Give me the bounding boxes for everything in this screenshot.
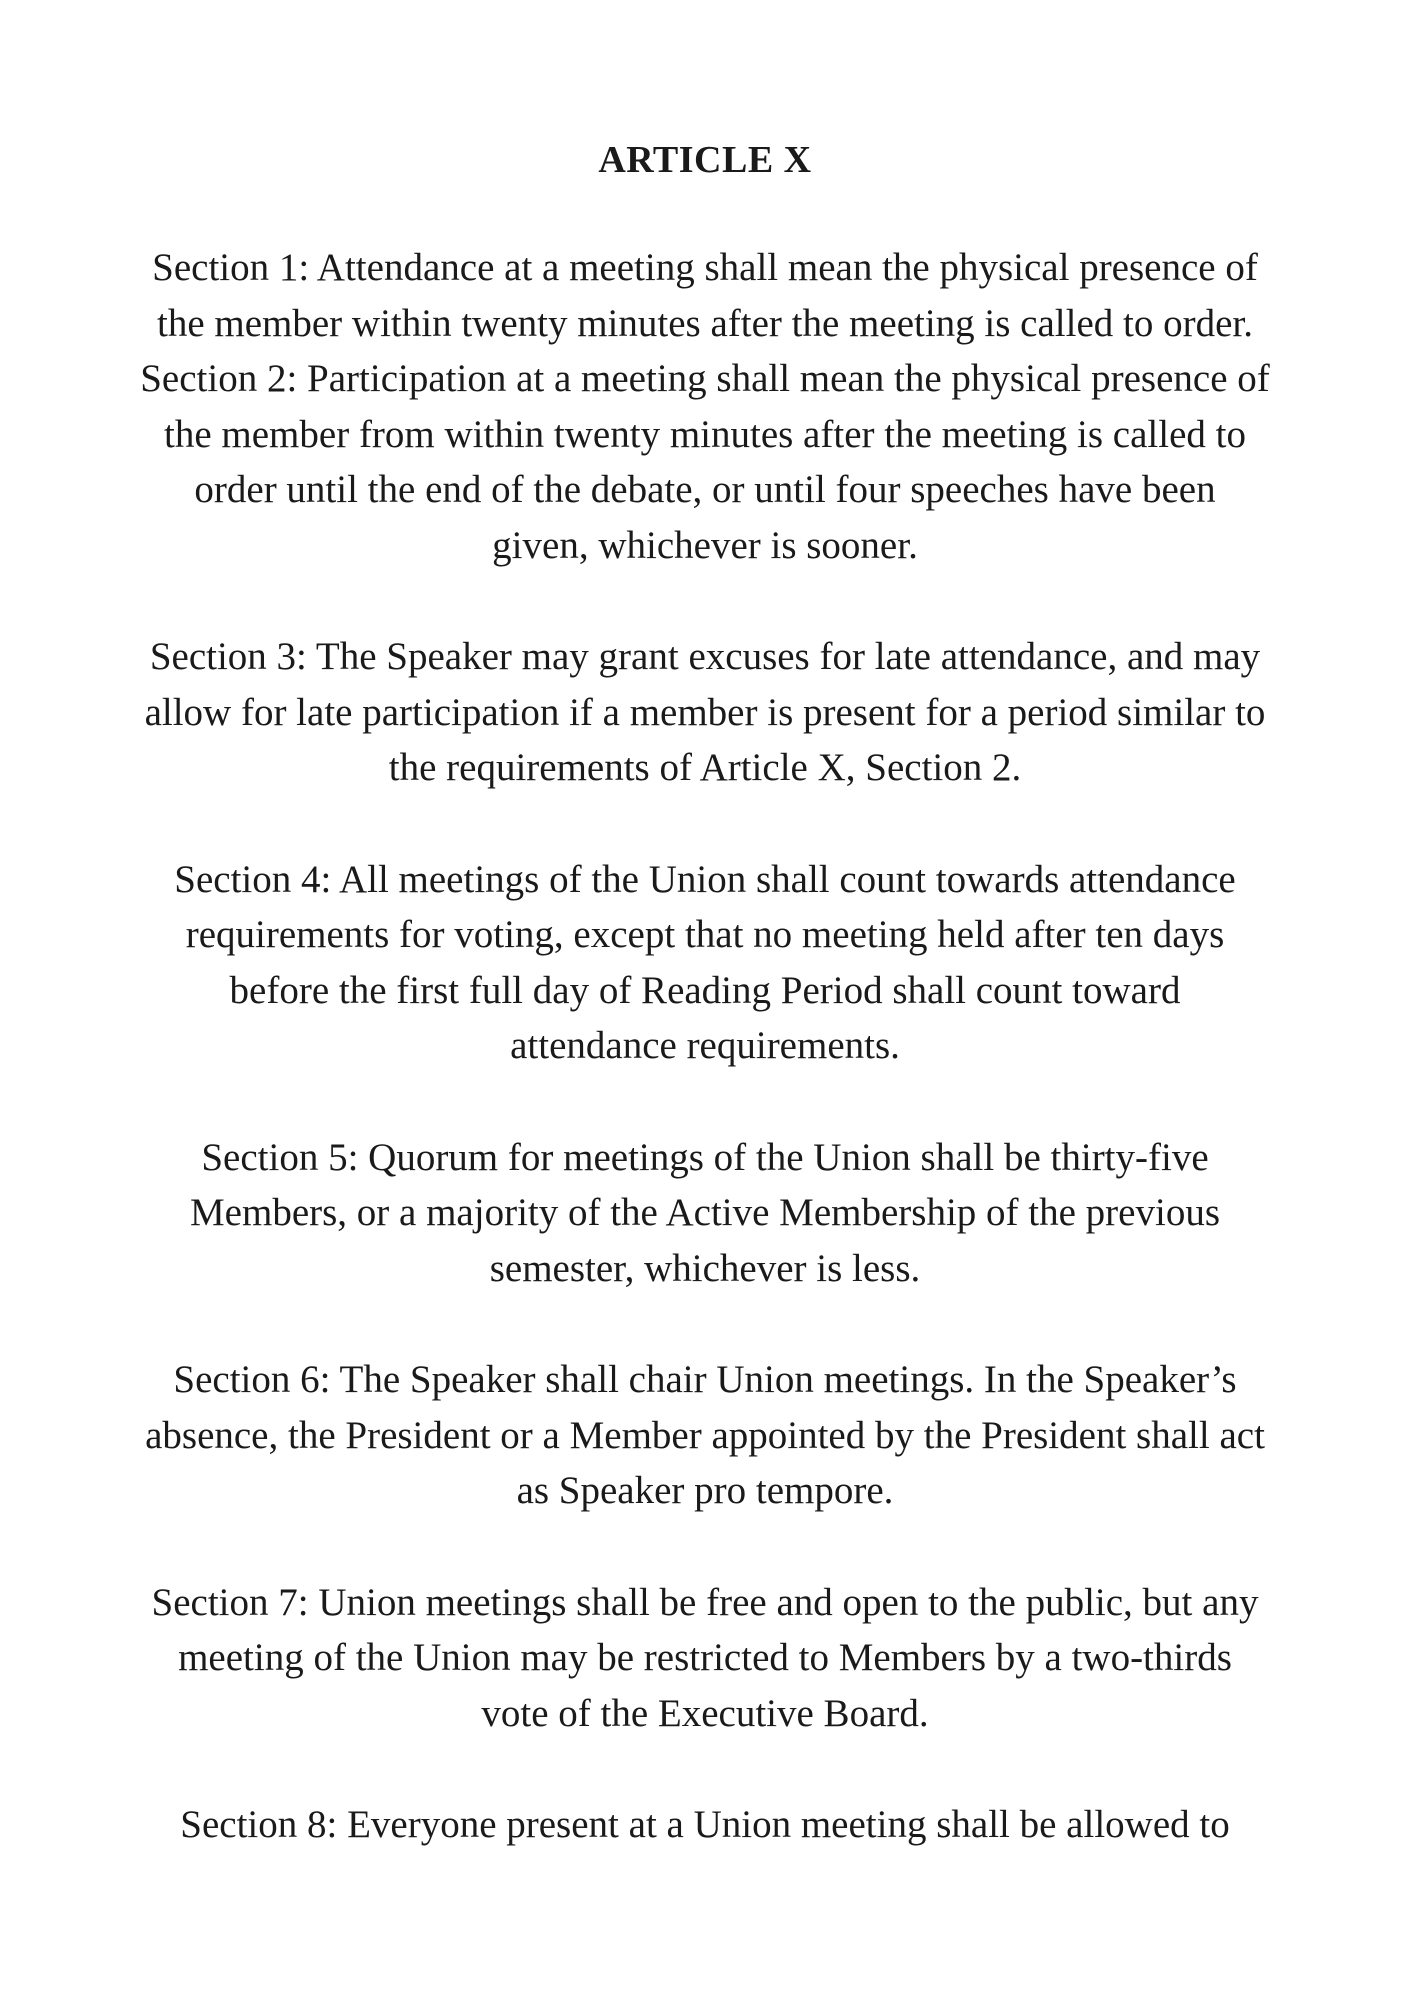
paragraph-gap [90, 1741, 1320, 1797]
section-line: Section 8: Everyone present at a Union meeting shall be allowed to [180, 1803, 1230, 1846]
section-line: Members, or a majority of the Active Membership of the previous [190, 1191, 1220, 1234]
section-3 [90, 629, 1320, 796]
section-line: vote of the Executive Board. [481, 1691, 929, 1735]
section-6 [90, 1352, 1320, 1519]
section-line: Section 3: The Speaker may grant excuses for late attendance, and may [149, 635, 1261, 678]
paragraph-gap [90, 1519, 1320, 1575]
section-line: Section 7: Union meetings shall be free and open to the public, but any [151, 1580, 1259, 1624]
section-5 [90, 1130, 1320, 1297]
paragraph-gap [90, 573, 1320, 629]
section-line: order until the end of the debate, or until four speeches have been [194, 468, 1216, 511]
section-line: Section 5: Quorum for meetings of the Union shall be thirty-five [201, 1135, 1209, 1179]
paragraph-gap [90, 1074, 1320, 1130]
section-line: meeting of the Union may be restricted to Members by a two-thirds [178, 1636, 1232, 1679]
section-line: Section 1: Attendance at a meeting shall mean the physical presence of [152, 246, 1258, 289]
section-line: as Speaker pro tempore. [516, 1469, 894, 1512]
section-line: Section 2: Participation at a meeting shall mean the physical presence of [140, 357, 1270, 400]
section-line: absence, the President or a Member appointed by the President shall act [145, 1413, 1265, 1457]
section-7 [90, 1575, 1320, 1742]
paragraph-gap [90, 1296, 1320, 1352]
article-title: ARTICLE X [598, 139, 812, 181]
section-line: requirements for voting, except that no meeting held after ten days [185, 913, 1225, 956]
section-4 [90, 852, 1320, 1074]
section-line: given, whichever is sooner. [492, 523, 918, 567]
section-line: the requirements of Article X, Section 2. [388, 746, 1022, 789]
section-line: the member within twenty minutes after the meeting is called to order. [156, 301, 1254, 345]
section-line: the member from within twenty minutes after the meeting is called to [164, 412, 1246, 456]
paragraph-gap [90, 796, 1320, 852]
section-8 [90, 1797, 1320, 1853]
section-line: before the first full day of Reading Period shall count toward [229, 968, 1181, 1012]
section-line: Section 4: All meetings of the Union shall count towards attendance [174, 857, 1236, 901]
section-1 [90, 240, 1320, 351]
section-2 [90, 351, 1320, 573]
section-line: Section 6: The Speaker shall chair Union meetings. In the Speaker’s [173, 1358, 1237, 1401]
section-line: allow for late participation if a member is present for a period similar to [144, 690, 1266, 734]
section-line: attendance requirements. [510, 1024, 900, 1067]
section-line: semester, whichever is less. [489, 1246, 921, 1290]
